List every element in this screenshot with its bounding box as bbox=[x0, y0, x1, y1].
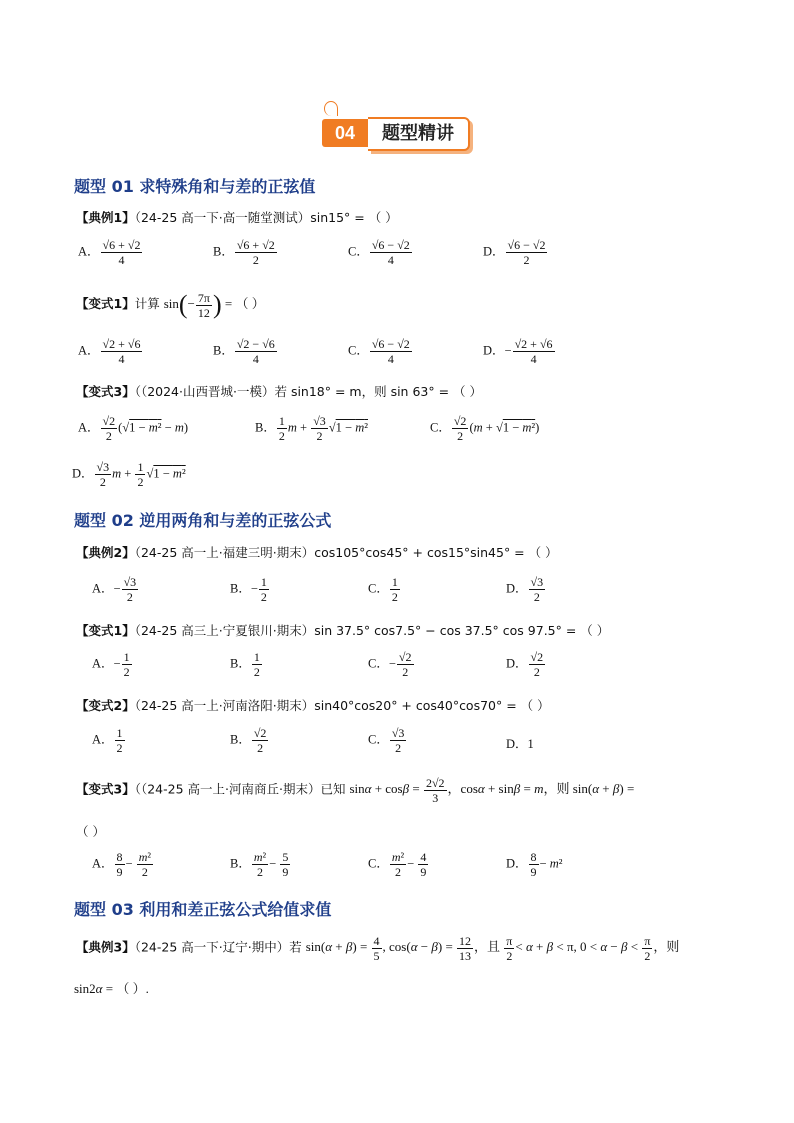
question-6 bbox=[76, 696, 550, 714]
option-a: A． $\frac{√6 + √2}{4}$ bbox=[78, 238, 141, 267]
question-tag: 【典例2】 bbox=[76, 545, 135, 560]
option-c: C． $\frac{√6 - √2}{4}$ bbox=[348, 337, 410, 366]
option-c: C． $\frac{√2}{2}$ (m + √1 − m²) bbox=[430, 414, 540, 443]
option-d: D． $\frac{8}{9}$ − m² bbox=[506, 850, 563, 879]
option-b: B． $\frac{1}{2}$ m + $\frac{√3}{2}$ √1 − m² bbox=[255, 414, 368, 443]
option-a: A． $\frac{√2}{2}$ (√1 − m² − m) bbox=[78, 414, 189, 443]
options-q6 bbox=[92, 726, 652, 755]
question-2: 【变式1】计算 sin(− $\frac{7\pi}{12}$ ) = （ ） bbox=[76, 290, 265, 320]
question-tag: 【变式3】 bbox=[76, 781, 135, 797]
badge-number: 04 bbox=[322, 119, 368, 147]
option-b: B． $\frac{\text{m²}}{2}$ − $\frac{5}{9}$ bbox=[230, 850, 289, 879]
question-text: 计算 bbox=[134, 295, 160, 311]
question-text: 若 bbox=[289, 939, 302, 955]
option-a: A． $\frac{√2 + √6}{4}$ bbox=[78, 337, 141, 366]
section-title-1: 题型 01 求特殊角和与差的正弦值 bbox=[74, 177, 316, 196]
option-c: C．− $\frac{√2}{2}$ bbox=[368, 650, 412, 679]
question-source: （（2024·山西晋城·一模） bbox=[134, 384, 275, 399]
question-text: sin15° = （ ） bbox=[310, 210, 398, 225]
question-8-cont: sin2α = （ ）. bbox=[74, 981, 149, 996]
question-3 bbox=[76, 382, 482, 400]
option-d: D．− $\frac{√2 + √6}{4}$ bbox=[483, 337, 553, 366]
question-tag: 【变式2】 bbox=[76, 698, 135, 713]
decoration-curl bbox=[324, 101, 338, 116]
option-b: B． $\frac{√2 - √6}{4}$ bbox=[213, 337, 275, 366]
badge-label: 题型精讲 bbox=[368, 117, 470, 151]
options-q7 bbox=[92, 850, 652, 879]
question-text: 已知 bbox=[320, 781, 346, 797]
option-a: A． $\frac{8}{9}$ − $\frac{\text{m²}}{2}$ bbox=[92, 850, 151, 879]
option-d: D．1 bbox=[506, 737, 534, 751]
question-source: （（24-25 高一上·河南商丘·期末） bbox=[134, 781, 321, 797]
section-badge bbox=[322, 115, 472, 151]
options-q2 bbox=[78, 337, 638, 366]
question-tag: 【典例3】 bbox=[76, 939, 135, 955]
question-5 bbox=[76, 621, 609, 639]
option-c: C． $\frac{1}{2}$ bbox=[368, 575, 398, 604]
question-text: cos105°cos45° + cos15°sin45° = （ ） bbox=[314, 545, 558, 560]
option-b: B． $\frac{√2}{2}$ bbox=[230, 726, 267, 755]
option-b: B． $\frac{1}{2}$ bbox=[230, 650, 260, 679]
question-source: （24-25 高一上·福建三明·期末） bbox=[134, 545, 315, 560]
options-q5 bbox=[92, 650, 652, 679]
option-d: D． $\frac{√2}{2}$ bbox=[506, 650, 544, 679]
question-text: sin40°cos20° + cos40°cos70° = （ ） bbox=[314, 698, 550, 713]
option-d: D． $\frac{√3}{2}$ bbox=[506, 575, 544, 604]
option-b: B． $\frac{√6 + √2}{2}$ bbox=[213, 238, 275, 267]
option-d: D． $\frac{√6 - √2}{2}$ bbox=[483, 238, 546, 267]
question-7: 【变式3】（（24-25 高一上·河南商丘·期末）已知 sinα + cosβ = $\frac{2√2}{3}$ ，cosα + sinβ = m，则 sin(α + β) = bbox=[76, 776, 635, 805]
option-a: A． $\frac{1}{2}$ bbox=[92, 726, 123, 755]
question-text: 若 sin18° = m，则 sin 63° = （ ） bbox=[274, 384, 483, 399]
question-7-blank: （ ） bbox=[76, 824, 105, 839]
option-c: C． $\frac{√6 - √2}{4}$ bbox=[348, 238, 410, 267]
option-c: C． $\frac{√3}{2}$ bbox=[368, 726, 405, 755]
question-tag: 【变式1】 bbox=[76, 295, 135, 311]
question-8: 【典例3】（24-25 高一下·辽宁·期中）若 sin(α + β) = $\frac{4}{5}$ , cos(α − β) = $\frac{12}{13}$ ，且 $\frac{\pi}{2}$ < α + β < π, 0 < α − β < $\frac{\pi}{2}$ ，则 bbox=[76, 934, 680, 963]
question-source: （24-25 高一下·辽宁·期中） bbox=[134, 939, 290, 955]
section-title-3: 题型 03 利用和差正弦公式给值求值 bbox=[74, 900, 332, 919]
option-d: D． $\frac{√3}{2}$ m + $\frac{1}{2}$ √1 − m² bbox=[72, 460, 186, 489]
question-4 bbox=[76, 543, 558, 561]
question-tag: 【变式1】 bbox=[76, 623, 135, 638]
option-b: B．− $\frac{1}{2}$ bbox=[230, 575, 267, 604]
option-a: A．− $\frac{1}{2}$ bbox=[92, 650, 130, 679]
question-tag: 【变式3】 bbox=[76, 384, 135, 399]
question-tag: 【典例1】 bbox=[76, 210, 135, 225]
option-a: A．− $\frac{√3}{2}$ bbox=[92, 575, 137, 604]
option-c: C． $\frac{\text{m²}}{2}$ − $\frac{4}{9}$ bbox=[368, 850, 427, 879]
section-title-2: 题型 02 逆用两角和与差的正弦公式 bbox=[74, 511, 332, 530]
question-source: （24-25 高三上·宁夏银川·期末） bbox=[134, 623, 315, 638]
question-source: （24-25 高一下·高一随堂测试） bbox=[134, 210, 311, 225]
question-source: （24-25 高一上·河南洛阳·期末） bbox=[134, 698, 315, 713]
question-1 bbox=[76, 208, 398, 226]
options-q1 bbox=[78, 238, 638, 267]
question-text: sin 37.5° cos7.5° − cos 37.5° cos 97.5° = （ ） bbox=[314, 623, 610, 638]
options-q4 bbox=[92, 575, 652, 604]
